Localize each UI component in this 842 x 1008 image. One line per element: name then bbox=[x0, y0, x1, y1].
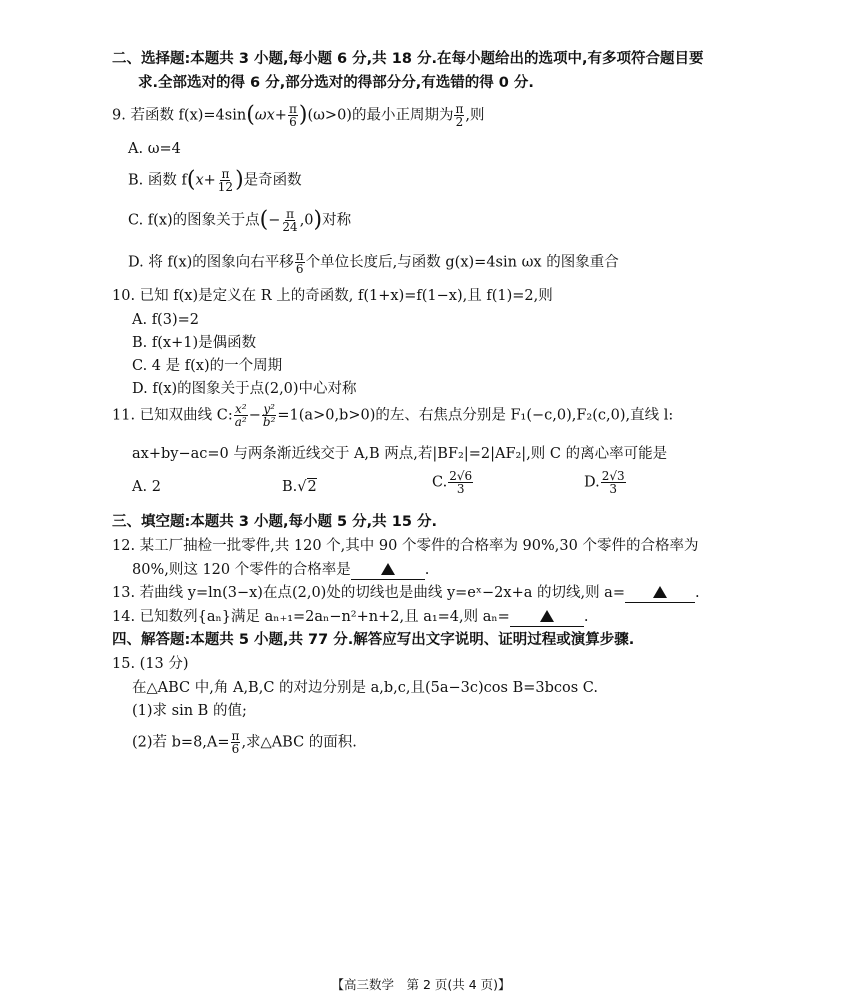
q11-option-d: D. $\frac{2√3}{3}$ bbox=[584, 469, 625, 496]
q10-option-d: D. f(x)的图象关于点(2,0)中心对称 bbox=[132, 381, 357, 397]
q15-header: 15. (13 分) bbox=[112, 656, 189, 672]
q14-answer-blank[interactable] bbox=[510, 608, 584, 627]
q15-part2: (2)若 b=8,A= $\frac{\pi}{6}$ ,求△ABC 的面积. bbox=[132, 729, 357, 756]
q11-option-c: C. $\frac{2√6}{3}$ bbox=[432, 469, 473, 496]
q13-answer-blank[interactable] bbox=[625, 584, 695, 603]
q9-option-c: C. f(x)的图象关于点(− $\frac{\pi}{24}$ ,0)对称 bbox=[128, 207, 352, 234]
q13-stem: 13. 若曲线 y=ln(3−x)在点(2,0)处的切线也是曲线 y=eˣ−2x+a 的切线,则 a= . bbox=[112, 584, 700, 603]
q10-stem: 10. 已知 f(x)是定义在 R 上的奇函数, f(1+x)=f(1−x),且 f(1)=2,则 bbox=[112, 288, 553, 304]
q11-option-a: A. 2 bbox=[132, 479, 161, 495]
q12-line1: 12. 某工厂抽检一批零件,共 120 个,其中 90 个零件的合格率为 90%,30 个零件的合格率为 bbox=[112, 538, 699, 554]
q9-option-a: A. ω=4 bbox=[128, 141, 181, 157]
q10-option-a: A. f(3)=2 bbox=[132, 312, 199, 328]
q15-part1: (1)求 sin B 的值; bbox=[132, 703, 247, 719]
triangle-icon bbox=[381, 563, 395, 575]
section-3-heading: 三、填空题:本题共 3 小题,每小题 5 分,共 15 分. bbox=[112, 514, 437, 530]
triangle-icon bbox=[540, 610, 554, 622]
section-2-heading-line1: 二、选择题:本题共 3 小题,每小题 6 分,共 18 分.在每小题给出的选项中,有多项符合题目要 bbox=[112, 51, 704, 67]
section-4-heading: 四、解答题:本题共 5 小题,共 77 分.解答应写出文字说明、证明过程或演算步骤. bbox=[112, 632, 635, 648]
q10-option-c: C. 4 是 f(x)的一个周期 bbox=[132, 358, 283, 374]
section-2-heading-line2: 求.全部选对的得 6 分,部分选对的得部分分,有选错的得 0 分. bbox=[138, 75, 534, 91]
q9-stem: 9. 若函数 f(x)=4sin(ωx+ $\frac{\pi}{6}$ )(ω>0)的最小正周期为 $\frac{\pi}{2}$ ,则 bbox=[112, 102, 485, 129]
q14-stem: 14. 已知数列{aₙ}满足 aₙ₊₁=2aₙ−n²+n+2,且 a₁=4,则 aₙ= . bbox=[112, 608, 588, 627]
q12-answer-blank[interactable] bbox=[351, 561, 425, 580]
q11-stem: 11. 已知双曲线 C: $\frac{\text{x²}}{\text{a²}}$ − $\frac{\text{y²}}{\text{b²}}$ =1(a>0,b>0)的左、右焦点分别是 F₁(−c,0),F₂(c,0),直线 l: bbox=[112, 402, 674, 429]
q9-option-b: B. 函数 f(x+ $\frac{\pi}{12}$ )是奇函数 bbox=[128, 167, 302, 194]
q10-option-b: B. f(x+1)是偶函数 bbox=[132, 335, 257, 351]
triangle-icon bbox=[653, 586, 667, 598]
q11-option-b: B.√2 bbox=[282, 479, 317, 495]
q15-stem: 在△ABC 中,角 A,B,C 的对边分别是 a,b,c,且(5a−3c)cos B=3bcos C. bbox=[132, 680, 598, 696]
page-footer: 【高三数学 第 2 页(共 4 页)】 bbox=[331, 977, 511, 992]
q12-line2: 80%,则这 120 个零件的合格率是 . bbox=[132, 561, 429, 580]
q11-stem-line2: ax+by−ac=0 与两条渐近线交于 A,B 两点,若|BF₂|=2|AF₂|,则 C 的离心率可能是 bbox=[132, 446, 668, 462]
q9-option-d: D. 将 f(x)的图象向右平移 $\frac{\pi}{6}$ 个单位长度后,与函数 g(x)=4sin ωx 的图象重合 bbox=[128, 249, 619, 276]
